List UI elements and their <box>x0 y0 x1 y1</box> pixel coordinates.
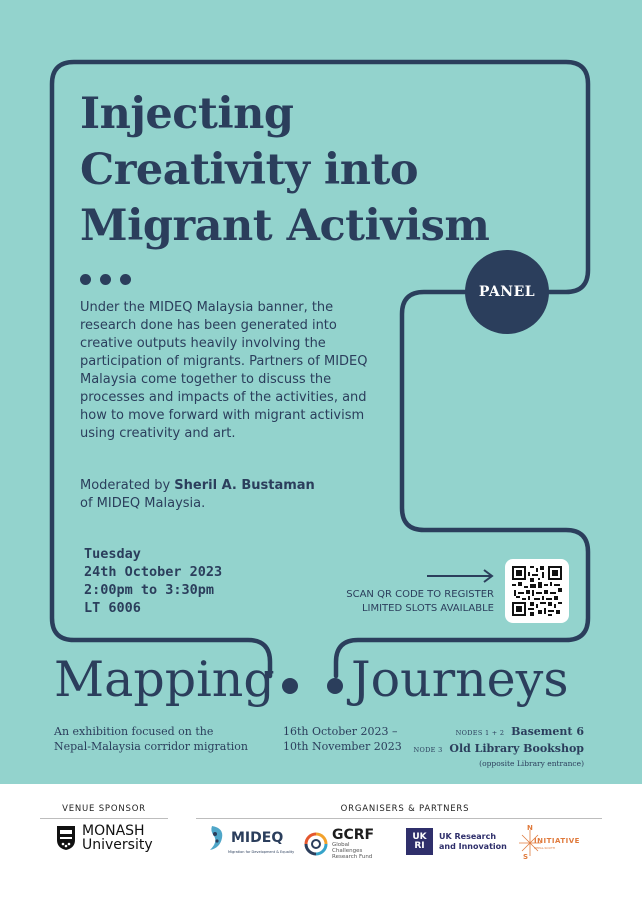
limited-slots-text: LIMITED SLOTS AVAILABLE <box>361 603 494 614</box>
ns-s-letter: S <box>523 853 529 860</box>
ns-name: INITIATIVE <box>534 837 580 845</box>
monash-wordmark <box>82 824 153 852</box>
title-line: Migrant Activism <box>80 201 490 251</box>
divider <box>196 818 602 819</box>
event-time: 2:00pm to 3:30pm <box>84 582 215 598</box>
divider <box>40 818 168 819</box>
gcrf-subtitle-line: Research Fund <box>332 854 373 860</box>
sponsor-footer <box>0 784 642 900</box>
mideq-mark-icon <box>206 824 228 852</box>
exhibition-start-date: 16th October 2023 – <box>283 725 398 738</box>
event-venue: LT 6006 <box>84 600 141 616</box>
gcrf-ring-icon <box>304 832 328 856</box>
moderator-prefix: Moderated by <box>80 478 171 493</box>
mideq-logo <box>206 824 295 854</box>
location-bookshop <box>414 741 584 758</box>
ukri-wordmark <box>439 832 507 852</box>
location-node-label: NODE 3 <box>413 746 443 754</box>
location-note: (opposite Library entrance) <box>479 759 584 768</box>
ns-n-letter: N <box>527 824 533 832</box>
exhibition-dates <box>283 724 402 754</box>
exhibition-desc-line: An exhibition focused on the <box>54 725 214 738</box>
ns-tagline: NEPAL-SOUTH <box>534 846 556 850</box>
ukri-line: UK Research <box>439 831 497 841</box>
event-date: 24th October 2023 <box>84 564 223 580</box>
ukri-mark-bottom: RI <box>414 840 425 851</box>
exhibition-title-journeys: Journeys <box>351 651 569 708</box>
panel-badge: PANEL <box>465 250 549 334</box>
monash-crest-icon <box>56 825 76 851</box>
monash-university: University <box>82 837 153 853</box>
gcrf-wordmark <box>332 828 380 860</box>
ukri-line: and Innovation <box>439 841 507 851</box>
title-line: Injecting <box>80 89 294 139</box>
gcrf-logo <box>304 828 380 860</box>
moderator-name: Sheril A. Bustaman <box>174 478 315 493</box>
event-day: Tuesday <box>84 546 141 562</box>
moderator-suffix: of MIDEQ Malaysia. <box>80 496 206 511</box>
gcrf-subtitle <box>332 842 380 860</box>
mideq-tagline: Migration for Development & Equality <box>228 850 295 854</box>
venue-sponsor-heading: VENUE SPONSOR <box>62 804 146 814</box>
gcrf-name: GCRF <box>332 827 375 843</box>
scan-qr-text: SCAN QR CODE TO REGISTER <box>346 589 494 600</box>
mideq-name: MIDEQ <box>231 830 284 846</box>
exhibition-end-date: 10th November 2023 <box>283 740 402 753</box>
monash-name: MONASH <box>82 823 145 839</box>
title-line: Creativity into <box>80 145 419 195</box>
gcrf-subtitle-line: Global Challenges <box>332 842 363 854</box>
location-node-label: NODES 1 + 2 <box>455 729 505 737</box>
event-description: Under the MIDEQ Malaysia banner, the research done has been generated into creative outputs heavily involving the participation of migrants. Partners of MIDEQ Malaysia come together to discuss the processes and impacts of the activities, and how to move forward with migrant activism using creativity and art. <box>80 300 368 441</box>
monash-logo <box>56 824 153 852</box>
ukri-mark-icon <box>406 828 433 855</box>
ukri-mark-top: UK <box>412 831 427 842</box>
location-name: Old Library Bookshop <box>449 742 584 755</box>
location-basement <box>414 724 584 741</box>
location-name: Basement 6 <box>511 725 584 738</box>
ukri-logo <box>406 828 507 855</box>
organisers-heading: ORGANISERS & PARTNERS <box>340 804 470 814</box>
ns-initiative-logo <box>516 824 586 860</box>
exhibition-desc-line: Nepal-Malaysia corridor migration <box>54 740 248 753</box>
exhibition-locations <box>414 724 584 769</box>
exhibition-description <box>54 724 248 754</box>
exhibition-title-mapping: Mapping <box>54 651 275 708</box>
